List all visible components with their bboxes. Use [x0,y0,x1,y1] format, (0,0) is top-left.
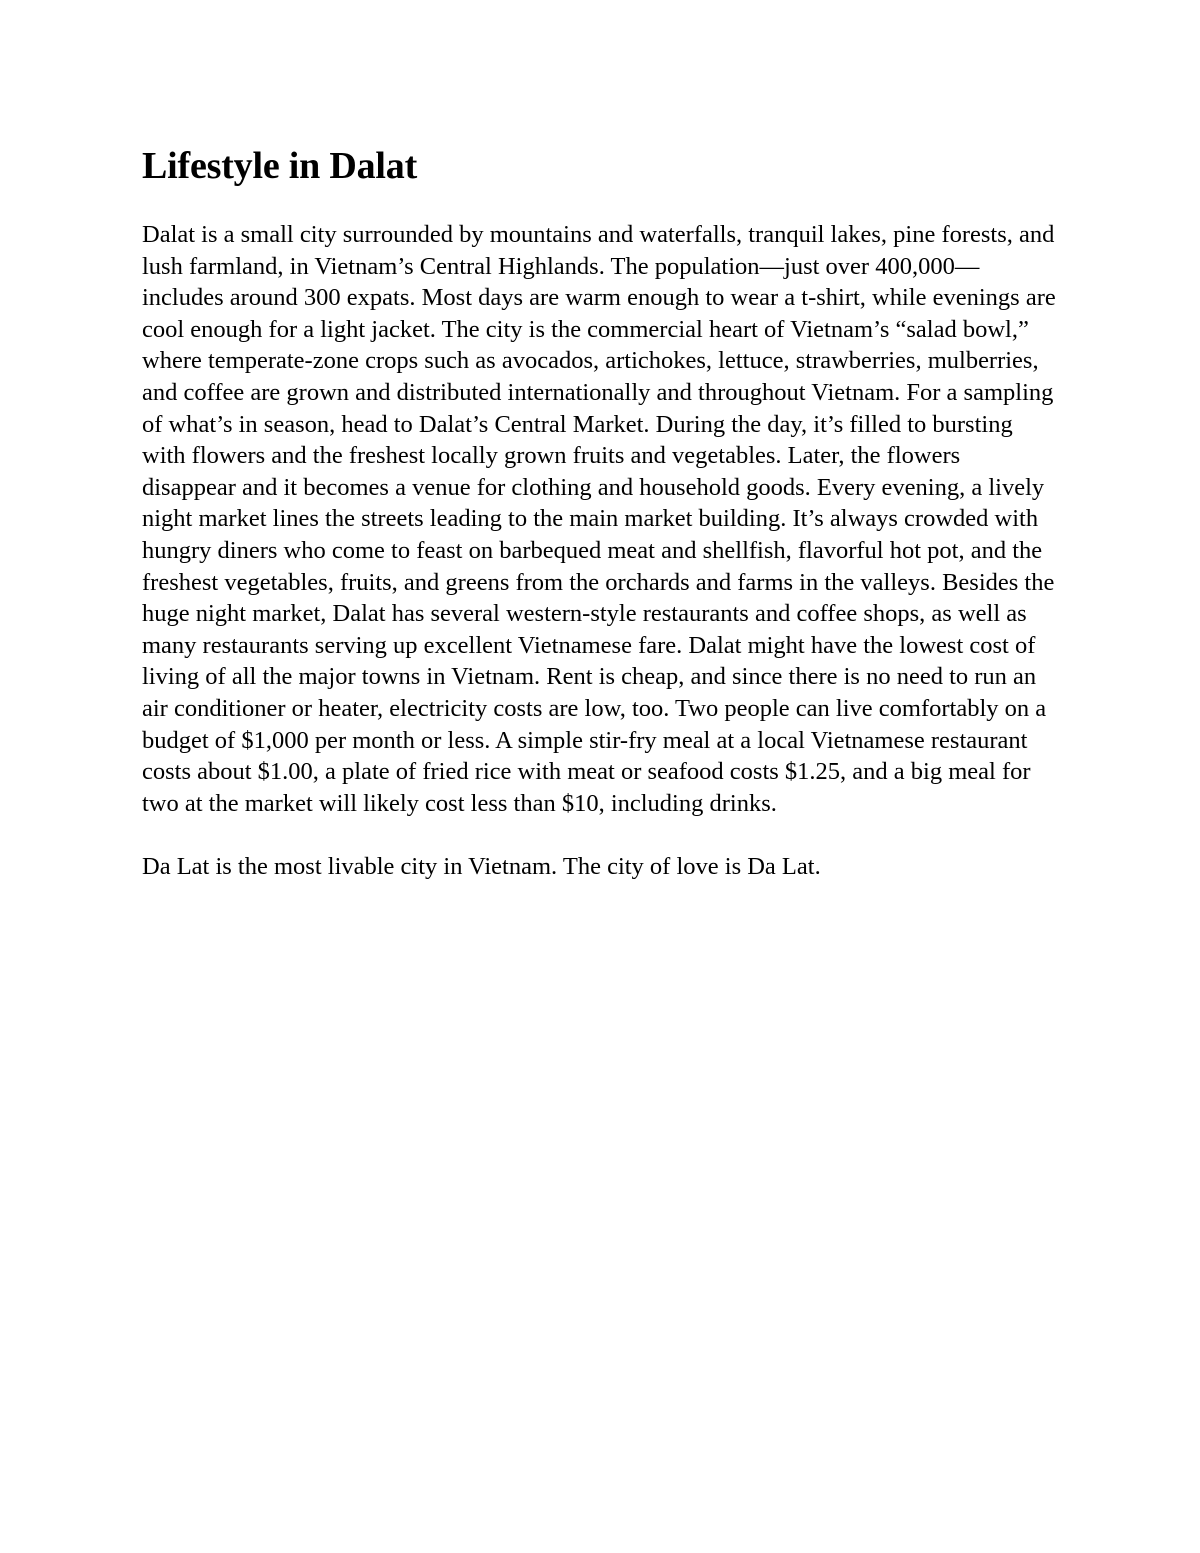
body-paragraph-closing: Da Lat is the most livable city in Vietnam. The city of love is Da Lat. [142,853,821,881]
document-title: Lifestyle in Dalat [142,145,418,187]
document-body [142,140,1057,883]
body-paragraph-lifestyle: Dalat is a small city surrounded by mountains and waterfalls, tranquil lakes, pine forests, and lush farmland, in Vietnam’s Central Highlands. The population—just over 400,000—includes around 300 expats. Most days are warm enough to wear a t-shirt, while evenings are cool enough for a light jacket. The city is the commercial heart of Vietnam’s “salad bowl,” where temperate-zone crops such as avocados, artichokes, lettuce, strawberries, mulberries, and coffee are grown and distributed internationally and throughout Vietnam. For a sampling of what’s in season, head to Dalat’s Central Market. During the day, it’s filled to bursting with flowers and the freshest locally grown fruits and vegetables. Later, the flowers disappear and it becomes a venue for clothing and household goods. Every evening, a lively night market lines the streets leading to the main market building. It’s always crowded with hungry diners who come to feast on barbequed meat and shellfish, flavorful hot pot, and the freshest vegetables, fruits, and greens from the orchards and farms in the valleys. Besides the huge night market, Dalat has several western-style restaurants and coffee shops, as well as many restaurants serving up excellent Vietnamese fare. Dalat might have the lowest cost of living of all the major towns in Vietnam. Rent is cheap, and since there is no need to run an air conditioner or heater, electricity costs are low, too. Two people can live comfortably on a budget of $1,000 per month or less. A simple stir-fry meal at a local Vietnamese restaurant costs about $1.00, a plate of fried rice with meat or seafood costs $1.25, and a big meal for two at the market will likely cost less than $10, including drinks. [142,221,1056,817]
